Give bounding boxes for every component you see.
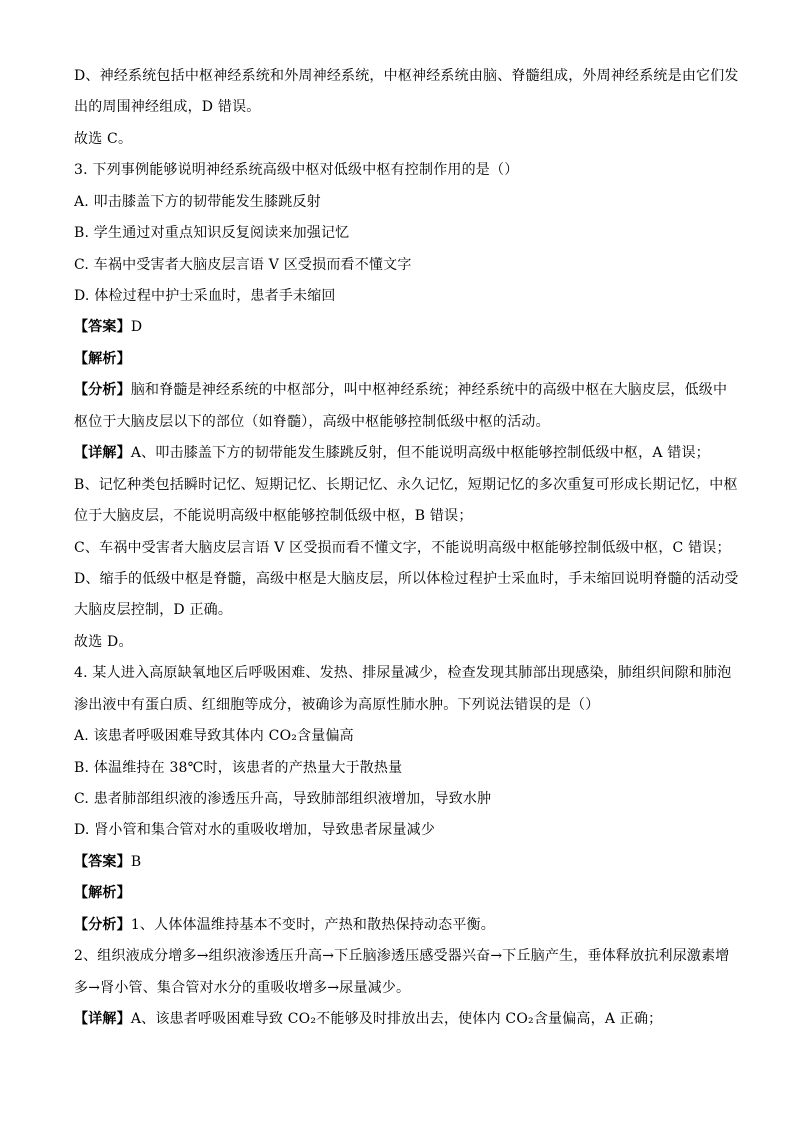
answer-label: 【答案】B (74, 854, 142, 870)
detail-text: 【详解】A、该患者呼吸困难导致 CO₂不能够及时排放出去，使体内 CO₂含量偏高，A 正确； (74, 1011, 663, 1027)
question-3-option-d: D. 体检过程中护士采血时，患者手未缩回 (74, 288, 336, 304)
text-line: 渗出液中有蛋白质、红细胞等成分，被确诊为高原性肺水肿。下列说法错误的是（） (74, 697, 600, 713)
question-3-option-a: A. 叩击膝盖下方的韧带能发生膝跳反射 (74, 194, 321, 210)
analysis-label: 【解析】 (74, 351, 131, 367)
answer-label: 【答案】D (74, 319, 143, 335)
question-4-option-b: B. 体温维持在 38℃时，该患者的产热量大于散热量 (74, 760, 403, 776)
analysis-text: 【分析】1、人体体温维持基本不变时，产热和散热保持动态平衡。 (74, 917, 495, 933)
question-3-stem: 3. 下列事例能够说明神经系统高级中枢对低级中枢有控制作用的是（） (74, 162, 519, 178)
text-line: 枢位于大脑皮层以下的部位（如脊髓），高级中枢能够控制低级中枢的活动。 (74, 414, 550, 430)
detail-text: 【详解】A、叩击膝盖下方的韧带能发生膝跳反射，但不能说明高级中枢能够控制低级中枢，A 错误； (74, 445, 710, 461)
text-line: D、缩手的低级中枢是脊髓，高级中枢是大脑皮层，所以体检过程护士采血时，手未缩回说明脊髓的活动受 (74, 571, 739, 587)
text-line: 位于大脑皮层，不能说明高级中枢能够控制低级中枢，B 错误； (74, 508, 473, 524)
text-line: 2、组织液成分增多→组织液渗透压升高→下丘脑渗透压感受器兴奋→下丘脑产生，垂体释放抗利尿激素增 (74, 948, 730, 964)
text-line: 出的周围神经组成，D 错误。 (74, 99, 261, 115)
question-4-stem: 4. 某人进入高原缺氧地区后呼吸困难、发热、排尿量减少，检查发现其肺部出现感染，肺组织间隙和肺泡 (74, 665, 732, 681)
text-line: 故选 C。 (74, 131, 133, 147)
question-4-option-d: D. 肾小管和集合管对水的重吸收增加，导致患者尿量减少 (74, 822, 436, 838)
text-line: 故选 D。 (74, 634, 133, 650)
text-line: 大脑皮层控制，D 正确。 (74, 602, 233, 618)
text-line: B、记忆种类包括瞬时记忆、短期记忆、长期记忆、永久记忆，短期记忆的多次重复可形成长期记忆，中枢 (74, 477, 738, 493)
text-line: 多→肾小管、集合管对水分的重吸收增多→尿量减少。 (74, 980, 411, 996)
question-4-option-c: C. 患者肺部组织液的渗透压升高，导致肺部组织液增加，导致水肿 (74, 791, 492, 807)
question-4-option-a: A. 该患者呼吸困难导致其体内 CO₂含量偏高 (74, 728, 354, 744)
text-line: D、神经系统包括中枢神经系统和外周神经系统，中枢神经系统由脑、脊髓组成，外周神经系统是由它们发 (74, 68, 739, 84)
question-3-option-b: B. 学生通过对重点知识反复阅读来加强记忆 (74, 225, 350, 241)
analysis-text: 【分析】脑和脊髓是神经系统的中枢部分，叫中枢神经系统；神经系统中的高级中枢在大脑皮层，低级中 (74, 382, 728, 398)
text-line: C、车祸中受害者大脑皮层言语 V 区受损而看不懂文字，不能说明高级中枢能够控制低级中枢，C 错误； (74, 540, 731, 556)
question-3-option-c: C. 车祸中受害者大脑皮层言语 V 区受损而看不懂文字 (74, 257, 412, 273)
analysis-label: 【解析】 (74, 885, 131, 901)
